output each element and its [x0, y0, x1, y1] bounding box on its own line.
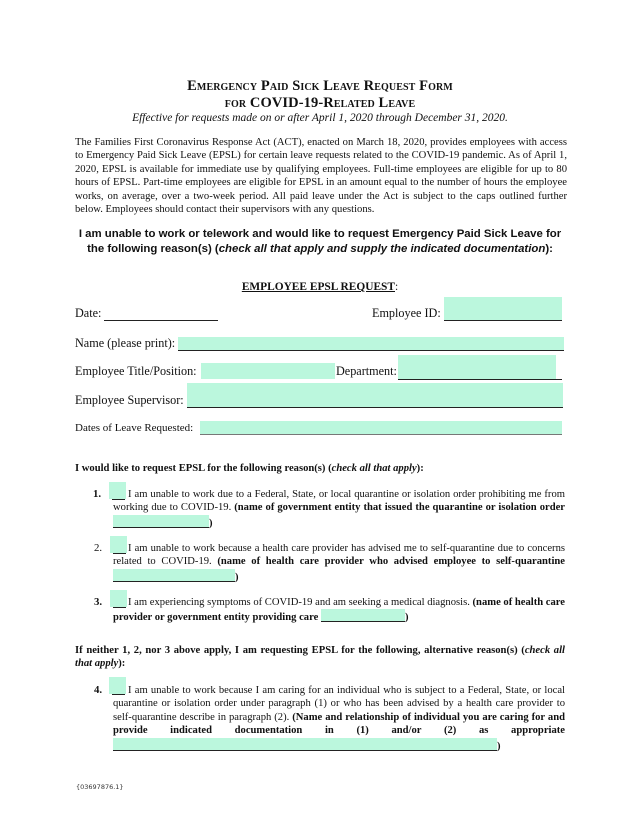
title-position-field[interactable] [201, 363, 335, 379]
reason-4-description: I am unable to work because I am caring for an individual who is subject to a Federal, State, or local quarantine or isolation order under paragraph (1) or who has been advised by a health care provider to self-quarantine describe in paragraph (2). [113, 685, 565, 723]
name-underline [178, 350, 564, 351]
reason-2-doc-field[interactable] [113, 569, 235, 582]
form-subtitle: Effective for requests made on or after April 1, 2020 through December 31, 2020. [132, 112, 508, 124]
document-id-footer: {03697876.1} [76, 783, 124, 791]
reason-2-close: ) [235, 571, 239, 583]
request-heading [60, 227, 580, 257]
reasons-heading [75, 462, 575, 475]
reason-2-text [113, 542, 565, 584]
request-heading-line1: I am unable to work or telework and would like to request Emergency Paid Sick Leave for [78, 228, 562, 240]
date-label: Date: [75, 306, 102, 320]
form-title-line1: Emergency Paid Sick Leave Request Form [187, 78, 453, 94]
department-field[interactable] [398, 355, 556, 379]
reason-4-close: ) [497, 740, 501, 752]
reasons-heading-suffix: ): [416, 463, 424, 474]
employee-id-underline [444, 320, 562, 321]
dates-requested-field[interactable] [200, 421, 562, 434]
reason-1-doc-field[interactable] [113, 515, 209, 528]
dates-requested-underline [200, 434, 562, 435]
section-title [0, 281, 640, 293]
reasons-heading-prefix: I would like to request EPSL for the following reason(s) ( [75, 463, 332, 474]
section-title-colon: : [395, 281, 399, 293]
name-field[interactable] [178, 337, 564, 350]
employee-id-field[interactable] [444, 297, 562, 320]
reason-1-text [113, 488, 565, 530]
name-label: Name (please print): [75, 336, 176, 350]
supervisor-label: Employee Supervisor: [75, 393, 184, 407]
department-label: Department: [336, 364, 397, 378]
reason-4-text [113, 684, 565, 753]
dates-requested-label: Dates of Leave Requested: [75, 422, 194, 434]
reason-2-description: I am unable to work because a health care provider has advised me to self-quarantine due to concerns related to COVID-19. [113, 543, 565, 568]
alt-heading-prefix: If neither 1, 2, nor 3 above apply, I am requesting EPSL for the following, alternative reason(s) ( [75, 645, 525, 656]
supervisor-field[interactable] [187, 383, 563, 408]
employee-id-label: Employee ID: [372, 306, 441, 320]
request-heading-suffix: ): [545, 243, 553, 255]
department-underline [398, 379, 562, 380]
reasons-heading-italic: check all that apply [331, 463, 417, 474]
reason-3-description: I am experiencing symptoms of COVID-19 and am seeking a medical diagnosis. [128, 597, 470, 608]
reason-4-doc-prompt: (Name and relationship of individual you are caring for and provide indicated documentation in (1) and/or (2) as appropriate [113, 711, 565, 737]
reason-3-close: ) [404, 612, 409, 624]
request-heading-line2 [60, 242, 580, 257]
reason-4-number: 4. [94, 684, 103, 696]
alt-reasons-heading [75, 644, 565, 671]
reason-1-number: 1. [93, 488, 102, 500]
section-title-text: EMPLOYEE EPSL REQUEST [241, 281, 395, 293]
reason-2-number: 2. [94, 542, 103, 554]
reason-3-doc-prompt: (name of health care provider or government entity providing care [113, 597, 566, 624]
reason-1-doc-prompt: (name of government entity that issued the quarantine or isolation order [234, 502, 566, 514]
supervisor-underline [187, 407, 563, 408]
reason-3-text [113, 596, 565, 625]
reason-3-doc-field[interactable] [321, 609, 405, 622]
reason-4-doc-field[interactable] [113, 738, 497, 751]
reason-3-number: 3. [94, 596, 103, 608]
reason-2-doc-prompt: (name of health care provider who advised employee to self-quarantine [217, 556, 565, 568]
intro-paragraph: The Families First Coronavirus Response Act (ACT), enacted on March 18, 2020, provides employees with access to Emergency Paid Sick Leave (EPSL) for certain leave requests related to the COVID-19 pandemic. As of April 1, 2020, EPSL is available for immediate use by qualifying employees. Full-time employees are eligible for up to 80 hours of EPSL. Part-time employees are eligible for EPSL in an amount equal to the number of hours the employee works, on average, over a two-week period. All paid leave under the Act is subject to the caps outlined further below. Employees should contact their supervisors with any questions. [75, 137, 567, 216]
alt-heading-suffix: ): [118, 658, 126, 670]
request-heading-italic: check all that apply and supply the indicated documentation [218, 243, 546, 255]
date-field[interactable] [104, 320, 218, 321]
reason-1-close: ) [209, 517, 213, 529]
alt-heading-italic: check all that apply [75, 645, 565, 670]
title-position-label: Employee Title/Position: [75, 364, 197, 378]
reason-1-description: I am unable to work due to a Federal, State, or local quarantine or isolation order prohibiting me from working due to COVID-19. [113, 489, 565, 514]
request-heading-prefix: the following reason(s) ( [87, 243, 219, 255]
form-title-line2: for COVID-19-Related Leave [224, 95, 416, 111]
